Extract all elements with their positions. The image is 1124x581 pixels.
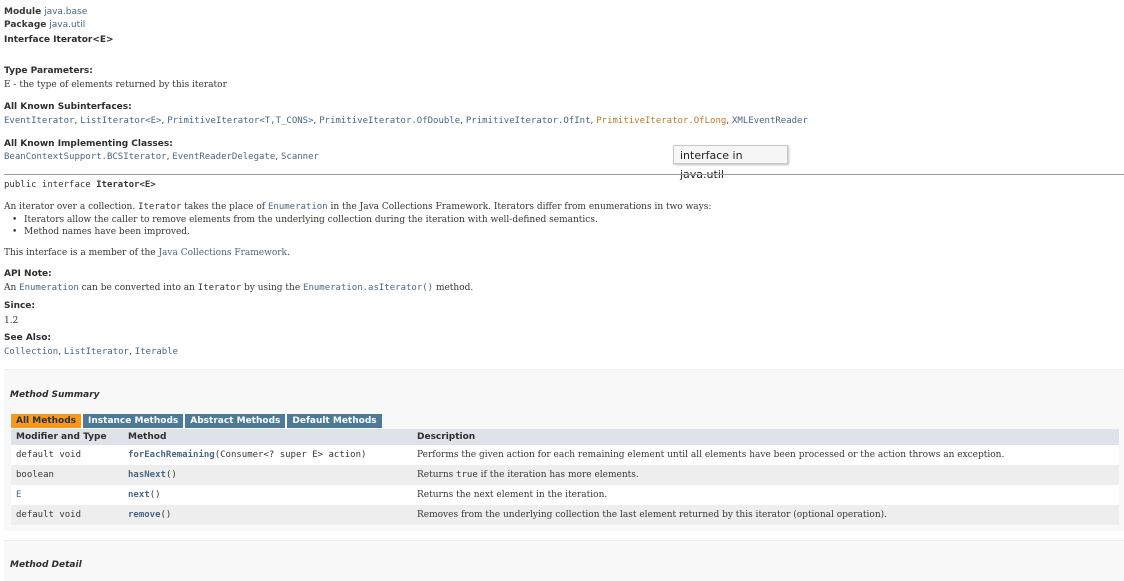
method-summary-table xyxy=(11,429,1119,525)
method-detail-title: Method Detail xyxy=(10,560,82,570)
see-also-link-iterable[interactable]: Iterable xyxy=(134,347,179,357)
description-p1 xyxy=(4,202,711,212)
row-modifier: default void xyxy=(16,510,82,520)
desc-text: This interface is a member of the xyxy=(4,248,159,258)
implementing-heading: All Known Implementing Classes: xyxy=(4,139,173,149)
row-modifier: default void xyxy=(16,450,82,460)
enumeration-link[interactable]: Enumeration xyxy=(19,283,79,293)
table-header xyxy=(11,429,1119,445)
since-heading: Since: xyxy=(4,301,36,311)
row-modifier: boolean xyxy=(16,470,54,480)
subinterface-link-primitiveiterator[interactable]: PrimitiveIterator<T,T_CONS> xyxy=(167,116,314,126)
tab-instance-methods[interactable]: Instance Methods xyxy=(83,414,183,428)
row-description: Removes from the underlying collection the last element returned by this iterator (optional operation). xyxy=(417,510,888,520)
column-header-modifier: Modifier and Type xyxy=(16,432,107,442)
module-link[interactable]: java.base xyxy=(44,7,88,17)
row-modifier xyxy=(16,485,21,505)
column-header-method: Method xyxy=(128,432,167,442)
subinterface-link-listiterator[interactable]: ListIterator<E> xyxy=(80,116,162,126)
row-method xyxy=(128,505,171,525)
impl-link-eventreaderdelegate[interactable]: EventReaderDelegate xyxy=(172,152,276,162)
api-note-heading: API Note: xyxy=(4,269,52,279)
list-item: • Iterators allow the caller to remove elements from the underlying collection during the iteration with well-defined semantics. xyxy=(4,214,598,226)
tab-abstract-methods[interactable]: Abstract Methods xyxy=(185,414,285,428)
type-params-heading: Type Parameters: xyxy=(4,66,93,76)
declaration-prefix: public interface xyxy=(4,180,97,190)
see-also-list: Collection, ListIterator, Iterable xyxy=(4,347,179,357)
method-tabs xyxy=(11,414,384,428)
table-row xyxy=(11,445,1119,465)
enumeration-link[interactable]: Enumeration xyxy=(267,202,328,212)
method-detail-section xyxy=(4,540,1124,581)
method-params: () xyxy=(160,510,172,520)
tab-all-methods[interactable]: All Methods xyxy=(11,414,81,428)
desc-code-iterator: Iterator xyxy=(138,202,182,212)
subinterface-link-ofint[interactable]: PrimitiveIterator.OfInt xyxy=(465,116,591,126)
method-params: (Consumer<? super E> action) xyxy=(214,450,367,460)
method-params: () xyxy=(149,490,161,500)
table-row xyxy=(11,465,1119,485)
subinterface-link-eventiterator[interactable]: EventIterator xyxy=(4,116,75,126)
list-item: • Method names have been improved. xyxy=(4,226,598,238)
desc-text: takes the place of xyxy=(181,202,268,212)
declaration xyxy=(4,180,156,190)
see-also-link-listiterator[interactable]: ListIterator xyxy=(63,347,129,357)
collections-framework-link[interactable]: Java Collections Framework xyxy=(158,248,288,258)
api-note-text xyxy=(4,283,473,293)
row-description: Performs the given action for each remaining element until all elements have been processed or the action throws an exception. xyxy=(417,450,1005,460)
divider xyxy=(4,174,1124,175)
implementing-list: BeanContextSupport.BCSIterator, EventReaderDelegate, Scanner xyxy=(4,152,319,162)
desc-text: if the iteration has more elements. xyxy=(477,470,639,480)
method-link-remove[interactable]: remove xyxy=(128,510,161,520)
table-row xyxy=(11,485,1119,505)
tab-default-methods[interactable]: Default Methods xyxy=(287,414,381,428)
subinterfaces-list: EventIterator, ListIterator<E>, PrimitiveIterator<T,T_CONS>, PrimitiveIterator.OfDouble, PrimitiveIterator.OfInt, PrimitiveIterator.OfLong, XMLEventReader xyxy=(4,116,808,126)
impl-link-scanner[interactable]: Scanner xyxy=(280,152,319,162)
asiterator-link[interactable]: Enumeration.asIterator() xyxy=(303,283,434,293)
desc-text: Returns xyxy=(417,470,457,480)
package-link[interactable]: java.util xyxy=(49,20,86,30)
note-text: method. xyxy=(433,283,474,293)
subinterfaces-heading: All Known Subinterfaces: xyxy=(4,102,132,112)
row-method xyxy=(128,465,177,485)
note-text: An xyxy=(4,283,20,293)
method-link-next[interactable]: next xyxy=(128,490,150,500)
table-row xyxy=(11,505,1119,525)
page-title: Interface Iterator<E> xyxy=(4,35,114,45)
module-label: Module xyxy=(4,7,42,17)
desc-code-true: true xyxy=(456,470,478,480)
module-line xyxy=(4,7,87,17)
note-text: by using the xyxy=(241,283,304,293)
subinterface-link-xmleventreader[interactable]: XMLEventReader xyxy=(732,116,808,126)
package-line xyxy=(4,20,85,30)
see-also-link-collection[interactable]: Collection xyxy=(4,347,59,357)
column-header-description: Description xyxy=(417,432,476,442)
impl-link-bcsiterator[interactable]: BeanContextSupport.BCSIterator xyxy=(4,152,167,162)
row-method xyxy=(128,485,161,505)
row-description: Returns the next element in the iteration. xyxy=(417,490,608,500)
since-value: 1.2 xyxy=(4,316,19,326)
declaration-name: Iterator<E> xyxy=(96,180,156,190)
row-method xyxy=(128,445,366,465)
description-p2 xyxy=(4,248,290,258)
hover-tooltip: interface in java.util xyxy=(673,145,788,164)
description-bullets xyxy=(4,214,598,238)
method-link-foreachremaining[interactable]: forEachRemaining xyxy=(128,450,215,460)
desc-text: in the Java Collections Framework. Iterators differ from enumerations in two ways: xyxy=(327,202,712,212)
type-link-e[interactable]: E xyxy=(16,490,22,500)
desc-text: . xyxy=(287,248,290,258)
row-description xyxy=(417,465,639,485)
method-params: () xyxy=(165,470,177,480)
type-params-text: E - the type of elements returned by this iterator xyxy=(4,80,227,90)
note-code-iterator: Iterator xyxy=(197,283,242,293)
see-also-heading: See Also: xyxy=(4,333,52,343)
method-summary-title: Method Summary xyxy=(10,390,100,400)
desc-text: An iterator over a collection. xyxy=(4,202,139,212)
note-text: can be converted into an xyxy=(78,283,198,293)
method-link-hasnext[interactable]: hasNext xyxy=(128,470,166,480)
package-label: Package xyxy=(4,20,47,30)
subinterface-link-ofdouble[interactable]: PrimitiveIterator.OfDouble xyxy=(319,116,461,126)
subinterface-link-oflong[interactable]: PrimitiveIterator.OfLong xyxy=(596,116,727,126)
